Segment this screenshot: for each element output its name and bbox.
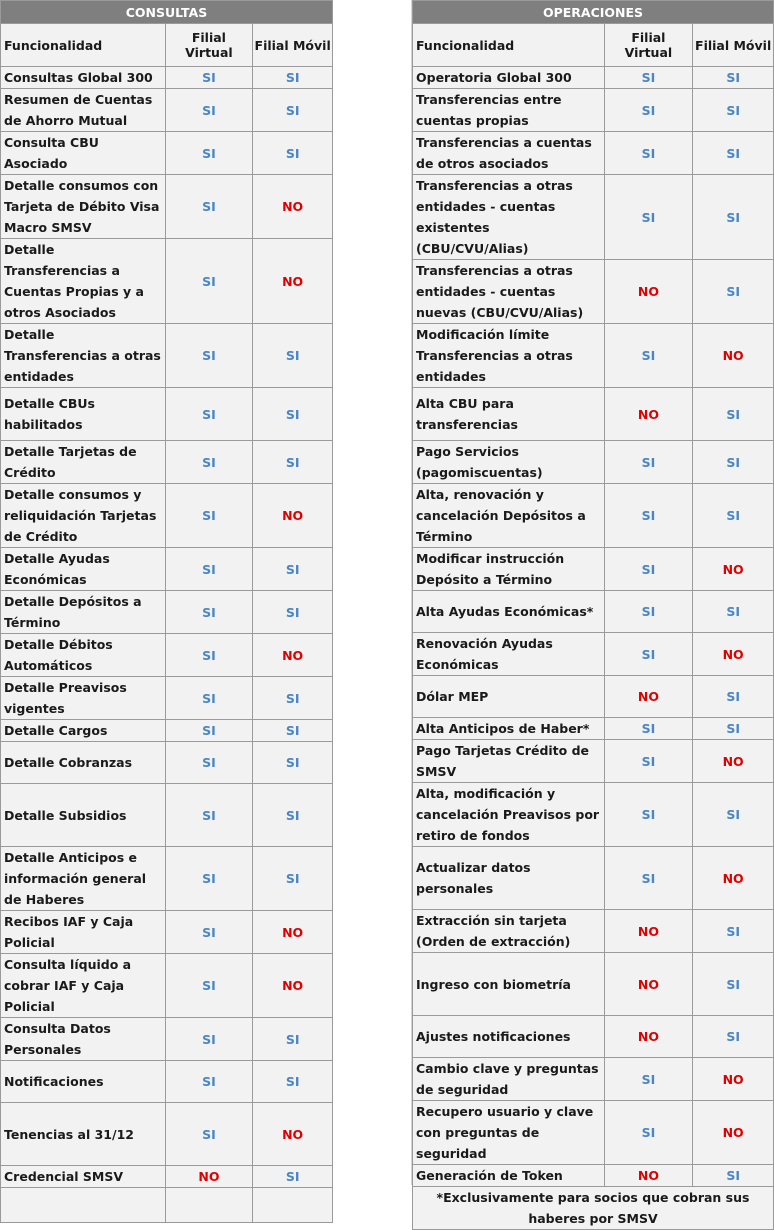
consultas-filial-virtual-cell: SI — [165, 484, 253, 548]
operaciones-filial-movil-cell: SI — [693, 67, 774, 89]
consultas-filial-movil-cell: NO — [253, 239, 333, 324]
consultas-header-filial-movil: Filial Móvil — [253, 24, 333, 67]
consultas-funcionalidad-cell: Detalle Depósitos a Término — [1, 591, 166, 634]
operaciones-filial-virtual-cell: SI — [604, 484, 693, 548]
consultas-row — [1, 634, 333, 677]
consultas-funcionalidad-cell: Credencial SMSV — [1, 1166, 166, 1188]
consultas-panel — [0, 0, 333, 1223]
consultas-filial-virtual-cell: SI — [165, 388, 253, 441]
consultas-funcionalidad-cell: Notificaciones — [1, 1061, 166, 1103]
consultas-empty-cell — [253, 1188, 333, 1223]
operaciones-row — [413, 591, 774, 633]
consultas-filial-virtual-cell: SI — [165, 441, 253, 484]
consultas-funcionalidad-cell: Detalle Cobranzas — [1, 742, 166, 784]
consultas-filial-movil-cell: SI — [253, 1018, 333, 1061]
operaciones-funcionalidad-cell: Transferencias entre cuentas propias — [413, 89, 605, 132]
consultas-funcionalidad-cell: Recibos IAF y Caja Policial — [1, 911, 166, 954]
operaciones-funcionalidad-cell: Recupero usuario y clave con preguntas de seguridad — [413, 1101, 605, 1165]
operaciones-header-funcionalidad: Funcionalidad — [413, 24, 605, 67]
consultas-filial-movil-cell: SI — [253, 1061, 333, 1103]
consultas-funcionalidad-cell: Detalle Preavisos vigentes — [1, 677, 166, 720]
operaciones-funcionalidad-cell: Pago Servicios (pagomiscuentas) — [413, 441, 605, 484]
consultas-funcionalidad-cell: Consulta líquido a cobrar IAF y Caja Policial — [1, 954, 166, 1018]
consultas-row — [1, 677, 333, 720]
consultas-filial-virtual-cell: SI — [165, 784, 253, 847]
operaciones-funcionalidad-cell: Alta Ayudas Económicas* — [413, 591, 605, 633]
operaciones-row — [413, 441, 774, 484]
consultas-filial-movil-cell: SI — [253, 441, 333, 484]
operaciones-filial-movil-cell: SI — [693, 388, 774, 441]
operaciones-filial-virtual-cell: SI — [604, 847, 693, 910]
operaciones-funcionalidad-cell: Alta, modificación y cancelación Preavisos por retiro de fondos — [413, 783, 605, 847]
consultas-filial-movil-cell: SI — [253, 591, 333, 634]
consultas-row — [1, 67, 333, 89]
operaciones-filial-virtual-cell: SI — [604, 783, 693, 847]
consultas-row — [1, 484, 333, 548]
consultas-row — [1, 89, 333, 132]
consultas-funcionalidad-cell: Consulta CBU Asociado — [1, 132, 166, 175]
operaciones-filial-virtual-cell: NO — [604, 388, 693, 441]
consultas-filial-movil-cell: SI — [253, 67, 333, 89]
operaciones-filial-virtual-cell: NO — [604, 953, 693, 1016]
consultas-title: CONSULTAS — [1, 1, 333, 24]
consultas-filial-virtual-cell: SI — [165, 132, 253, 175]
consultas-funcionalidad-cell: Detalle consumos con Tarjeta de Débito Visa Macro SMSV — [1, 175, 166, 239]
consultas-header-funcionalidad: Funcionalidad — [1, 24, 166, 67]
operaciones-filial-movil-cell: NO — [693, 847, 774, 910]
operaciones-filial-movil-cell: SI — [693, 718, 774, 740]
consultas-filial-movil-cell: SI — [253, 784, 333, 847]
operaciones-row — [413, 740, 774, 783]
consultas-row — [1, 720, 333, 742]
operaciones-filial-virtual-cell: SI — [604, 1101, 693, 1165]
operaciones-filial-virtual-cell: NO — [604, 1016, 693, 1058]
consultas-filial-movil-cell: SI — [253, 388, 333, 441]
operaciones-filial-movil-cell: SI — [693, 132, 774, 175]
consultas-row — [1, 132, 333, 175]
consultas-funcionalidad-cell: Detalle CBUs habilitados — [1, 388, 166, 441]
consultas-filial-virtual-cell: SI — [165, 324, 253, 388]
operaciones-filial-virtual-cell: NO — [604, 910, 693, 953]
consultas-funcionalidad-cell: Resumen de Cuentas de Ahorro Mutual — [1, 89, 166, 132]
operaciones-funcionalidad-cell: Alta CBU para transferencias — [413, 388, 605, 441]
operaciones-filial-virtual-cell: SI — [604, 718, 693, 740]
operaciones-table — [412, 0, 774, 1230]
consultas-filial-movil-cell: NO — [253, 484, 333, 548]
consultas-filial-virtual-cell: SI — [165, 175, 253, 239]
consultas-row — [1, 591, 333, 634]
operaciones-row — [413, 953, 774, 1016]
operaciones-row — [413, 175, 774, 260]
operaciones-filial-movil-cell: SI — [693, 953, 774, 1016]
consultas-row — [1, 847, 333, 911]
consultas-filial-virtual-cell: SI — [165, 548, 253, 591]
consultas-funcionalidad-cell: Detalle consumos y reliquidación Tarjetas de Crédito — [1, 484, 166, 548]
operaciones-filial-movil-cell: NO — [693, 548, 774, 591]
consultas-row — [1, 784, 333, 847]
operaciones-row — [413, 132, 774, 175]
consultas-filial-virtual-cell: SI — [165, 634, 253, 677]
operaciones-filial-movil-cell: SI — [693, 1016, 774, 1058]
operaciones-filial-virtual-cell: SI — [604, 132, 693, 175]
operaciones-footnote: *Exclusivamente para socios que cobran sus haberes por SMSV — [413, 1187, 774, 1230]
operaciones-filial-movil-cell: SI — [693, 441, 774, 484]
consultas-funcionalidad-cell: Detalle Cargos — [1, 720, 166, 742]
operaciones-header-filial-movil: Filial Móvil — [693, 24, 774, 67]
consultas-row — [1, 239, 333, 324]
operaciones-filial-movil-cell: NO — [693, 324, 774, 388]
operaciones-row — [413, 1165, 774, 1187]
consultas-row — [1, 548, 333, 591]
operaciones-funcionalidad-cell: Pago Tarjetas Crédito de SMSV — [413, 740, 605, 783]
operaciones-filial-virtual-cell: SI — [604, 324, 693, 388]
operaciones-filial-movil-cell: SI — [693, 1165, 774, 1187]
consultas-filial-movil-cell: NO — [253, 634, 333, 677]
consultas-rows — [1, 67, 333, 1188]
operaciones-header-filial-virtual: Filial Virtual — [604, 24, 693, 67]
consultas-filial-virtual-cell: SI — [165, 847, 253, 911]
operaciones-filial-virtual-cell: SI — [604, 89, 693, 132]
operaciones-funcionalidad-cell: Generación de Token — [413, 1165, 605, 1187]
consultas-filial-movil-cell: NO — [253, 954, 333, 1018]
operaciones-funcionalidad-cell: Transferencias a cuentas de otros asociados — [413, 132, 605, 175]
operaciones-row — [413, 324, 774, 388]
consultas-funcionalidad-cell: Tenencias al 31/12 — [1, 1103, 166, 1166]
operaciones-row — [413, 89, 774, 132]
consultas-filial-movil-cell: SI — [253, 720, 333, 742]
consultas-filial-virtual-cell: SI — [165, 591, 253, 634]
operaciones-filial-virtual-cell: NO — [604, 1165, 693, 1187]
consultas-row — [1, 954, 333, 1018]
consultas-funcionalidad-cell: Consultas Global 300 — [1, 67, 166, 89]
operaciones-filial-virtual-cell: NO — [604, 676, 693, 718]
consultas-row — [1, 324, 333, 388]
operaciones-funcionalidad-cell: Modificación límite Transferencias a otras entidades — [413, 324, 605, 388]
operaciones-funcionalidad-cell: Ajustes notificaciones — [413, 1016, 605, 1058]
consultas-row — [1, 911, 333, 954]
operaciones-funcionalidad-cell: Renovación Ayudas Económicas — [413, 633, 605, 676]
consultas-filial-movil-cell: SI — [253, 548, 333, 591]
consultas-filial-virtual-cell: SI — [165, 720, 253, 742]
operaciones-rows — [413, 67, 774, 1187]
operaciones-funcionalidad-cell: Modificar instrucción Depósito a Término — [413, 548, 605, 591]
operaciones-filial-virtual-cell: NO — [604, 260, 693, 324]
consultas-header-filial-virtual: Filial Virtual — [165, 24, 253, 67]
operaciones-funcionalidad-cell: Alta Anticipos de Haber* — [413, 718, 605, 740]
operaciones-filial-virtual-cell: SI — [604, 67, 693, 89]
operaciones-filial-movil-cell: SI — [693, 591, 774, 633]
operaciones-row — [413, 260, 774, 324]
consultas-row — [1, 388, 333, 441]
operaciones-funcionalidad-cell: Dólar MEP — [413, 676, 605, 718]
consultas-filial-movil-cell: SI — [253, 324, 333, 388]
operaciones-row — [413, 783, 774, 847]
consultas-funcionalidad-cell: Detalle Ayudas Económicas — [1, 548, 166, 591]
operaciones-filial-virtual-cell: SI — [604, 1058, 693, 1101]
operaciones-funcionalidad-cell: Transferencias a otras entidades - cuentas existentes (CBU/CVU/Alias) — [413, 175, 605, 260]
consultas-row — [1, 1061, 333, 1103]
operaciones-row — [413, 67, 774, 89]
operaciones-filial-movil-cell: SI — [693, 484, 774, 548]
consultas-funcionalidad-cell: Detalle Transferencias a otras entidades — [1, 324, 166, 388]
consultas-table — [0, 0, 333, 1223]
consultas-filial-virtual-cell: SI — [165, 239, 253, 324]
consultas-funcionalidad-cell: Detalle Anticipos e información general de Haberes — [1, 847, 166, 911]
consultas-empty-cell — [165, 1188, 253, 1223]
operaciones-filial-virtual-cell: SI — [604, 548, 693, 591]
consultas-filial-movil-cell: SI — [253, 89, 333, 132]
consultas-row — [1, 175, 333, 239]
operaciones-filial-virtual-cell: SI — [604, 740, 693, 783]
operaciones-row — [413, 847, 774, 910]
operaciones-row — [413, 388, 774, 441]
consultas-filial-movil-cell: NO — [253, 911, 333, 954]
operaciones-filial-virtual-cell: SI — [604, 591, 693, 633]
consultas-filial-virtual-cell: SI — [165, 89, 253, 132]
operaciones-row — [413, 1058, 774, 1101]
operaciones-funcionalidad-cell: Operatoria Global 300 — [413, 67, 605, 89]
operaciones-filial-movil-cell: NO — [693, 740, 774, 783]
consultas-row — [1, 1103, 333, 1166]
consultas-filial-movil-cell: SI — [253, 132, 333, 175]
operaciones-filial-movil-cell: SI — [693, 676, 774, 718]
consultas-filial-movil-cell: SI — [253, 847, 333, 911]
consultas-row — [1, 1018, 333, 1061]
consultas-filial-virtual-cell: SI — [165, 954, 253, 1018]
consultas-filial-movil-cell: SI — [253, 677, 333, 720]
operaciones-row — [413, 633, 774, 676]
operaciones-filial-virtual-cell: SI — [604, 441, 693, 484]
operaciones-row — [413, 1016, 774, 1058]
operaciones-title: OPERACIONES — [413, 1, 774, 24]
operaciones-funcionalidad-cell: Cambio clave y preguntas de seguridad — [413, 1058, 605, 1101]
operaciones-filial-virtual-cell: SI — [604, 175, 693, 260]
consultas-filial-virtual-cell: SI — [165, 677, 253, 720]
operaciones-filial-movil-cell: SI — [693, 260, 774, 324]
consultas-filial-virtual-cell: NO — [165, 1166, 253, 1188]
operaciones-filial-virtual-cell: SI — [604, 633, 693, 676]
operaciones-funcionalidad-cell: Transferencias a otras entidades - cuentas nuevas (CBU/CVU/Alias) — [413, 260, 605, 324]
consultas-funcionalidad-cell: Consulta Datos Personales — [1, 1018, 166, 1061]
consultas-row — [1, 441, 333, 484]
consultas-filial-movil-cell: NO — [253, 1103, 333, 1166]
consultas-funcionalidad-cell: Detalle Subsidios — [1, 784, 166, 847]
operaciones-filial-movil-cell: SI — [693, 89, 774, 132]
operaciones-filial-movil-cell: NO — [693, 1058, 774, 1101]
consultas-funcionalidad-cell: Detalle Transferencias a Cuentas Propias y a otros Asociados — [1, 239, 166, 324]
consultas-funcionalidad-cell: Detalle Tarjetas de Crédito — [1, 441, 166, 484]
operaciones-row — [413, 910, 774, 953]
operaciones-row — [413, 484, 774, 548]
operaciones-funcionalidad-cell: Actualizar datos personales — [413, 847, 605, 910]
operaciones-panel — [412, 0, 774, 1230]
consultas-row — [1, 1166, 333, 1188]
consultas-filial-movil-cell: SI — [253, 1166, 333, 1188]
consultas-filial-virtual-cell: SI — [165, 911, 253, 954]
operaciones-filial-movil-cell: NO — [693, 633, 774, 676]
operaciones-row — [413, 676, 774, 718]
operaciones-filial-movil-cell: SI — [693, 910, 774, 953]
operaciones-funcionalidad-cell: Extracción sin tarjeta (Orden de extracción) — [413, 910, 605, 953]
consultas-filial-virtual-cell: SI — [165, 742, 253, 784]
consultas-filial-virtual-cell: SI — [165, 67, 253, 89]
operaciones-filial-movil-cell: SI — [693, 175, 774, 260]
operaciones-funcionalidad-cell: Alta, renovación y cancelación Depósitos a Término — [413, 484, 605, 548]
consultas-filial-movil-cell: NO — [253, 175, 333, 239]
consultas-funcionalidad-cell: Detalle Débitos Automáticos — [1, 634, 166, 677]
operaciones-filial-movil-cell: NO — [693, 1101, 774, 1165]
operaciones-funcionalidad-cell: Ingreso con biometría — [413, 953, 605, 1016]
operaciones-row — [413, 718, 774, 740]
consultas-filial-movil-cell: SI — [253, 742, 333, 784]
consultas-empty-cell — [1, 1188, 166, 1223]
consultas-filial-virtual-cell: SI — [165, 1061, 253, 1103]
operaciones-filial-movil-cell: SI — [693, 783, 774, 847]
operaciones-row — [413, 1101, 774, 1165]
consultas-filial-virtual-cell: SI — [165, 1103, 253, 1166]
operaciones-row — [413, 548, 774, 591]
consultas-row — [1, 742, 333, 784]
consultas-filial-virtual-cell: SI — [165, 1018, 253, 1061]
